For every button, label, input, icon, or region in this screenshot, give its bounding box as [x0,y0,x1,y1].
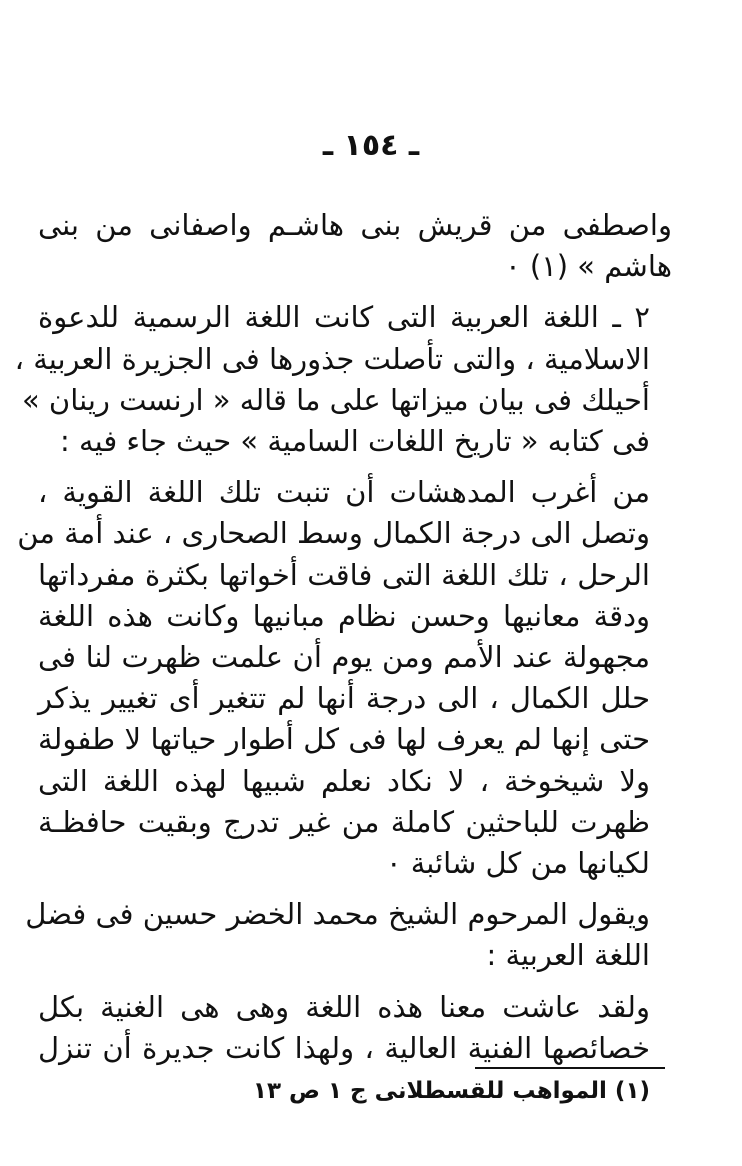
text-line: وتصل الى درجة الكمال وسط الصحارى ، عند أمة من [17,516,650,551]
text-line: ولقد عاشت معنا هذه اللغة وهى هى الغنية بكل [38,989,650,1024]
text-line: لكيانها من كل شائبة ٠ [385,846,650,881]
text-line: ٢ ـ اللغة العربية التى كانت اللغة الرسمية للدعوة [38,300,650,335]
text-line: فى كتابه « تاريخ اللغات السامية » حيث جاء فيه : [60,424,650,459]
text-line: ويقول المرحوم الشيخ محمد الخضر حسين فى فضل [25,897,650,932]
text-line: أحيلك فى بيان ميزاتها على ما قاله « ارنست رينان » [21,382,650,417]
text-line: اللغة العربية : [486,938,650,973]
text-line: من أغرب المدهشات أن تنبت تلك اللغة القوية ، [38,475,650,510]
paragraph-3 [17,472,672,884]
text-line: هاشم » (١) ٠ [505,249,672,284]
footnote-divider [475,1067,665,1069]
text-line: حلل الكمال ، الى درجة أنها لم تتغير أى تغيير يذكر [38,681,650,716]
text-line: خصائصها الفنية العالية ، ولهذا كانت جديرة أن تنزل [38,1030,650,1065]
text-line: ظهرت للباحثين كاملة من غير تدرج وبقيت حافظـة [38,804,650,839]
text-line: واصطفى من قريش بنى هاشـم واصفانى من بنى [38,208,672,242]
text-line: حتى إنها لم يعرف لها فى كل أطوار حياتها لا طفولة [38,722,650,757]
text-line: الرحل ، تلك اللغة التى فاقت أخواتها بكثرة مفرداتها [38,557,650,592]
text-line: مجهولة عند الأمم ومن يوم أن علمت ظهرت لنا فى [38,640,650,675]
text-line: ولا شيخوخة ، لا نكاد نعلم شبيها لهذه اللغة التى [38,763,650,798]
text-line: الاسلامية ، والتى تأصلت جذورها فى الجزيرة العربية ، [14,341,650,376]
body-text [14,205,672,1069]
text-line: ودقة معانيها وحسن نظام مبانيها وكانت هذه اللغة [38,598,650,633]
paragraph-1 [38,205,672,287]
paragraph-5 [38,987,672,1069]
paragraph-4 [25,894,672,976]
page-number: ـ ١٥٤ ـ [322,128,420,163]
paragraph-2 [14,297,672,462]
footnote: (١) المواهب للقسطلانى ج ١ ص ١٣ [252,1078,650,1104]
